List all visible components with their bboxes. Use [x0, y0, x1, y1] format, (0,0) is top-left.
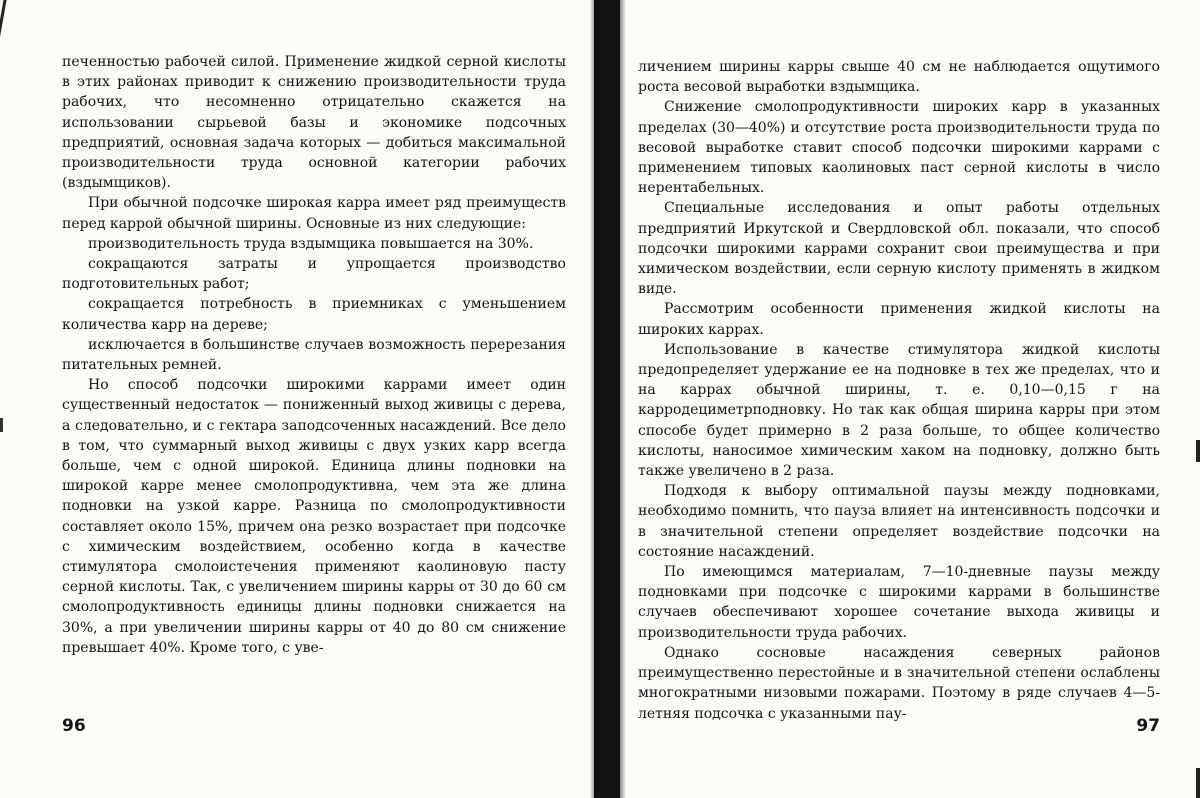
right-paragraph-5: Использование в качестве стимулятора жидкой кислоты предопределяет удержание ее на подновке в тех же пределах, что и на каррах обычной ширины, т. е. 0,10—0,15 г на карродециметрподновку. Но так как общая ширина карры при этом способе будет примерно в 2 раза больше, то общее количество кислоты, наносимое химическим хаком на подновку, должно быть также увеличено в 2 раза.	[638, 341, 1160, 480]
right-paragraph-4: Рассмотрим особенности применения жидкой кислоты на широких каррах.	[638, 301, 1160, 338]
scan-edge-mark-right	[1196, 440, 1200, 462]
left-list-item-1: производительность труда вздымщика повышается на 30%.	[88, 235, 534, 252]
left-paragraph-3: Но способ подсочки широкими каррами имеет один существенный недостаток — пониженный выход живицы с дерева, а следовательно, и с гектара заподсоченных насаждений. Все дело в том, что суммарный выход живицы с двух узких карр всегда больше, чем с одной широкой. Единица длины подновки на широкой карре менее смолопродуктивна, чем эта же длина подновки на узкой карре. Разница по смолопродуктивности составляет около 15%, причем она резко возрастает при подсочке с химическим воздействием, особенно когда в качестве стимулятора смолоистечения применяют каолиновую пасту серной кислоты. Так, с увеличением ширины карры от 30 до 60 см смолопродуктивность единицы длины подновки снижается на 30%, а при увеличении ширины карры от 40 до 80 см снижение превышает 40%. Кроме того, с уве-	[62, 377, 566, 656]
book-gutter	[594, 0, 620, 798]
right-paragraph-2: Снижение смолопродуктивности широких карр в указанных пределах (30—40%) и отсутствие роста производительности труда по весовой выработке ставит способ подсочки широкими каррами с применением типовых каолиновых паст серной кислоты в число нерентабельных.	[638, 99, 1160, 197]
right-paragraph-1: личением ширины карры свыше 40 см не наблюдается ощутимого роста весовой выработки вздымщика.	[638, 59, 1160, 96]
left-list-item-4: исключается в большинстве случаев возможность перерезания питательных ремней.	[62, 336, 566, 374]
scan-edge-mark-right-bottom	[1196, 768, 1200, 798]
left-paragraph-2: При обычной подсочке широкая карра имеет ряд преимуществ перед каррой обычной ширины. Основные из них следующие:	[62, 195, 566, 232]
right-paragraph-7: По имеющимся материалам, 7—10-дневные паузы между подновками при подсочке с широкими каррами в большинстве случаев обеспечивают хорошее сочетание выхода живицы и производительности труда рабочих.	[638, 564, 1160, 641]
page-number-left: 96	[62, 716, 86, 736]
left-paragraph-1: печенностью рабочей силой. Применение жидкой серной кислоты в этих районах приводит к снижению производительности труда рабочих, что несомненно отрицательно скажется на использовании сырьевой базы и экономике подсочных предприятий, основная задача которых — добиться максимальной производительности труда основной категории рабочих (вздымщиков).	[62, 54, 566, 192]
right-paragraph-8: Однако сосновые насаждения северных районов преимущественно перестойные и в значительной степени ослаблены многократными низовыми пожарами. Поэтому в ряде случаев 4—5-летняя подсочка с указанными пау-	[638, 644, 1160, 722]
right-page	[618, 0, 1200, 798]
left-list-item-3: сокращается потребность в приемниках с уменьшением количества карр на дереве;	[62, 296, 566, 333]
right-paragraph-3: Специальные исследования и опыт работы отдельных предприятий Иркутской и Свердловской обл. показали, что способ подсочки широкими каррами сохранит свои преимущества и при химическом воздействии, если серную кислоту применять в жидком виде.	[638, 200, 1160, 298]
left-list-item-2: сокращаются затраты и упрощается производство подготовительных работ;	[62, 256, 566, 293]
page-number-right: 97	[1136, 716, 1160, 736]
right-paragraph-6: Подходя к выбору оптимальной паузы между подновками, необходимо помнить, что пауза влияет на интенсивность подсочки и в значительной степени определяет воздействие подсочки на состояние насаждений.	[638, 483, 1160, 560]
